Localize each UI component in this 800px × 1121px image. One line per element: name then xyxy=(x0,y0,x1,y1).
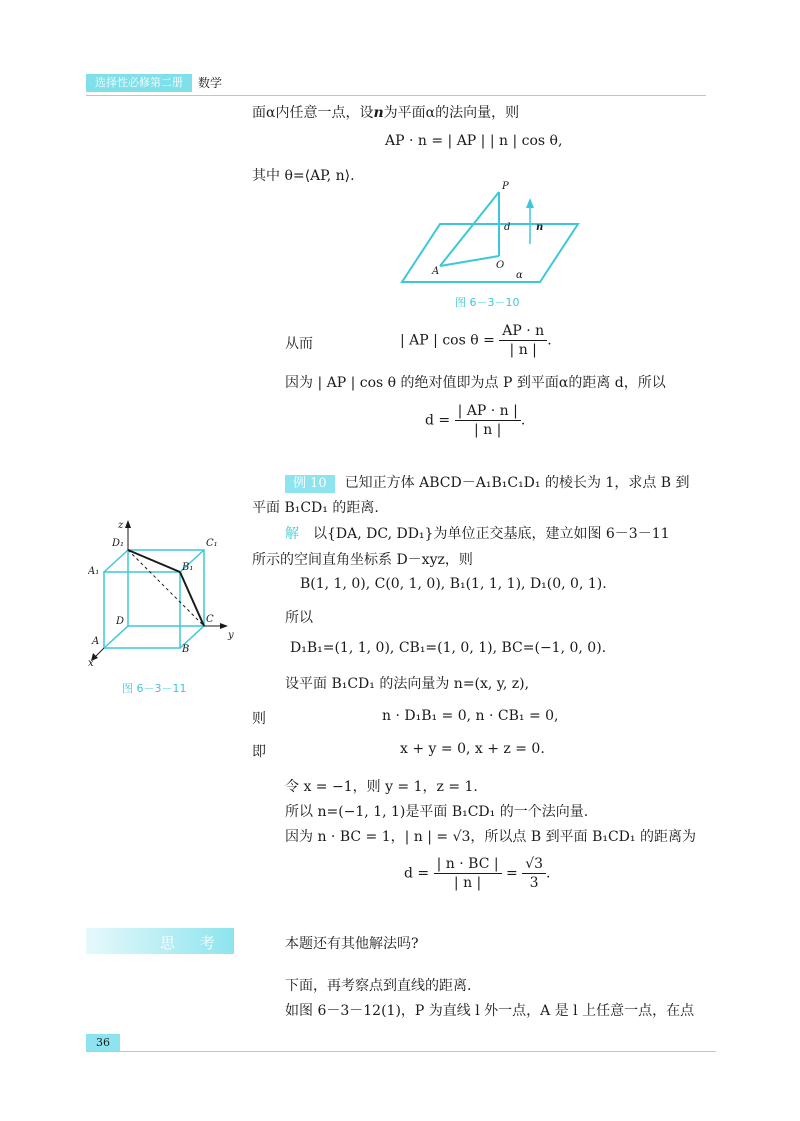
segment-AP xyxy=(440,192,499,266)
solution-line-2: 所示的空间直角坐标系 D－xyz，则 xyxy=(252,552,473,568)
eq2-left: | AP | cos θ = xyxy=(400,332,495,349)
intro-text-b: 为平面α的法向量，则 xyxy=(383,105,520,121)
example-text-1: 已知正方体 ABCD－A₁B₁C₁D₁ 的棱长为 1，求点 B 到 xyxy=(344,475,690,491)
label-A: A xyxy=(432,266,440,277)
example-line-1 xyxy=(285,472,690,493)
subject-label: 数学 xyxy=(198,76,223,90)
hence-label: 从而 xyxy=(285,336,313,352)
label-O: O xyxy=(496,260,505,271)
label-A1: A₁ xyxy=(88,566,100,577)
eq6-result-numerator: √3 xyxy=(522,856,546,874)
theta-definition: 其中 θ=⟨AP, n⟩. xyxy=(252,168,355,184)
equation-2: | AP | cos θ = $\frac{AP \cdot n}{| n |}$ . xyxy=(400,323,552,358)
because-line: 因为 | AP | cos θ 的绝对值即为点 P 到平面α的距离 d，所以 xyxy=(285,375,666,391)
page-number: 36 xyxy=(86,1034,120,1051)
edge-A1D1 xyxy=(104,550,128,572)
label-C1: C₁ xyxy=(206,538,218,549)
label-z: z xyxy=(118,520,124,531)
think-question: 本题还有其他解法吗? xyxy=(285,936,419,952)
y-arrowhead xyxy=(220,623,228,629)
solution-text-1: 以{DA, DC, DD₁}为单位正交基底，建立如图 6－3－11 xyxy=(313,526,670,542)
namely-label: 即 xyxy=(252,744,266,760)
then-label: 则 xyxy=(252,711,266,727)
label-x: x xyxy=(88,658,94,668)
solution-line-1 xyxy=(285,523,670,543)
label-C: C xyxy=(206,614,214,625)
normal-result-line: 所以 n=(−1, 1, 1)是平面 B₁CD₁ 的一个法向量. xyxy=(285,804,589,820)
label-P: P xyxy=(502,181,509,192)
because-line-2: 因为 n · BC = 1，| n | = √3，所以点 B 到平面 B₁CD₁ 的距离为 xyxy=(285,829,696,845)
eq3-denominator: | n | xyxy=(474,422,502,438)
eq6-left: d = xyxy=(404,865,430,882)
plane-alpha xyxy=(402,224,578,282)
figure-ref-line: 如图 6－3－12(1)，P 为直线 l 外一点，A 是 l 上任意一点，在点 xyxy=(285,1003,695,1019)
coordinates-line: B(1, 1, 0), C(0, 1, 0), B₁(1, 1, 1), D₁(0, 0, 1). xyxy=(300,576,607,592)
example-line-2: 平面 B₁CD₁ 的距离. xyxy=(252,500,379,516)
think-label: 思 考 xyxy=(160,934,225,952)
equation-5: x + y = 0, x + z = 0. xyxy=(400,741,545,757)
eq3-fraction xyxy=(455,403,521,438)
eq6-result-denominator: 3 xyxy=(529,875,539,891)
example-label: 例 10 xyxy=(285,475,335,493)
eq2-denominator: | n | xyxy=(509,342,537,358)
eq6-numerator: | n · BC | xyxy=(434,856,502,874)
label-A: A xyxy=(92,636,100,647)
normal-arrowhead xyxy=(526,198,534,208)
eq3-numerator: | AP · n | xyxy=(455,403,521,421)
equation-6: d = $\frac{| n \cdot BC |}{| n |}$ = $\frac{√3}{3}$ . xyxy=(404,856,551,891)
label-D: D xyxy=(116,616,125,627)
header-rule xyxy=(86,95,706,96)
let-line: 令 x = −1，则 y = 1，z = 1. xyxy=(285,779,478,795)
label-d: d xyxy=(504,222,511,233)
eq3-left: d = xyxy=(425,412,451,429)
equation-4: n · D₁B₁ = 0, n · CB₁ = 0, xyxy=(382,708,559,724)
segment-B1C xyxy=(180,572,204,626)
label-D1: D₁ xyxy=(112,538,125,549)
eq6-denominator: | n | xyxy=(453,875,482,891)
next-topic-line: 下面，再考察点到直线的距离. xyxy=(285,978,472,994)
equation-1: AP · n = | AP | | n | cos θ, xyxy=(385,133,563,149)
label-B1: B₁ xyxy=(182,562,194,573)
intro-n: n xyxy=(373,105,384,121)
eq6-equals: = xyxy=(506,865,518,882)
vectors-line: D₁B₁=(1, 1, 0), CB₁=(1, 0, 1), BC=(−1, 0, 0). xyxy=(290,640,607,656)
eq6-result-fraction xyxy=(522,856,546,891)
footer-rule xyxy=(86,1051,716,1052)
segment-D1B1 xyxy=(128,550,180,572)
eq2-fraction xyxy=(499,323,547,358)
label-alpha: α xyxy=(516,270,523,281)
figure-cube xyxy=(88,518,238,668)
intro-line xyxy=(252,102,519,122)
label-B: B xyxy=(182,644,190,655)
figure-caption-6-3-11: 图 6－3－11 xyxy=(122,682,187,695)
set-normal-line: 设平面 B₁CD₁ 的法向量为 n=(x, y, z), xyxy=(285,676,530,692)
z-arrowhead xyxy=(125,520,131,528)
eq6-fraction xyxy=(434,856,502,891)
edge-AD xyxy=(104,626,128,648)
intro-text-a: 面α内任意一点，设 xyxy=(252,105,374,121)
book-title-badge: 选择性必修第二册 xyxy=(86,74,192,92)
therefore-label: 所以 xyxy=(285,610,313,626)
label-n: n xyxy=(536,222,544,233)
solution-label: 解 xyxy=(285,526,299,542)
label-y: y xyxy=(228,630,234,641)
eq2-numerator: AP · n xyxy=(499,323,547,341)
equation-3: d = $\frac{| AP \cdot n |}{| n |}$ . xyxy=(425,403,526,438)
figure-caption-6-3-10: 图 6－3－10 xyxy=(455,296,520,309)
segment-AO xyxy=(440,256,499,266)
figure-plane-distance xyxy=(400,178,580,296)
